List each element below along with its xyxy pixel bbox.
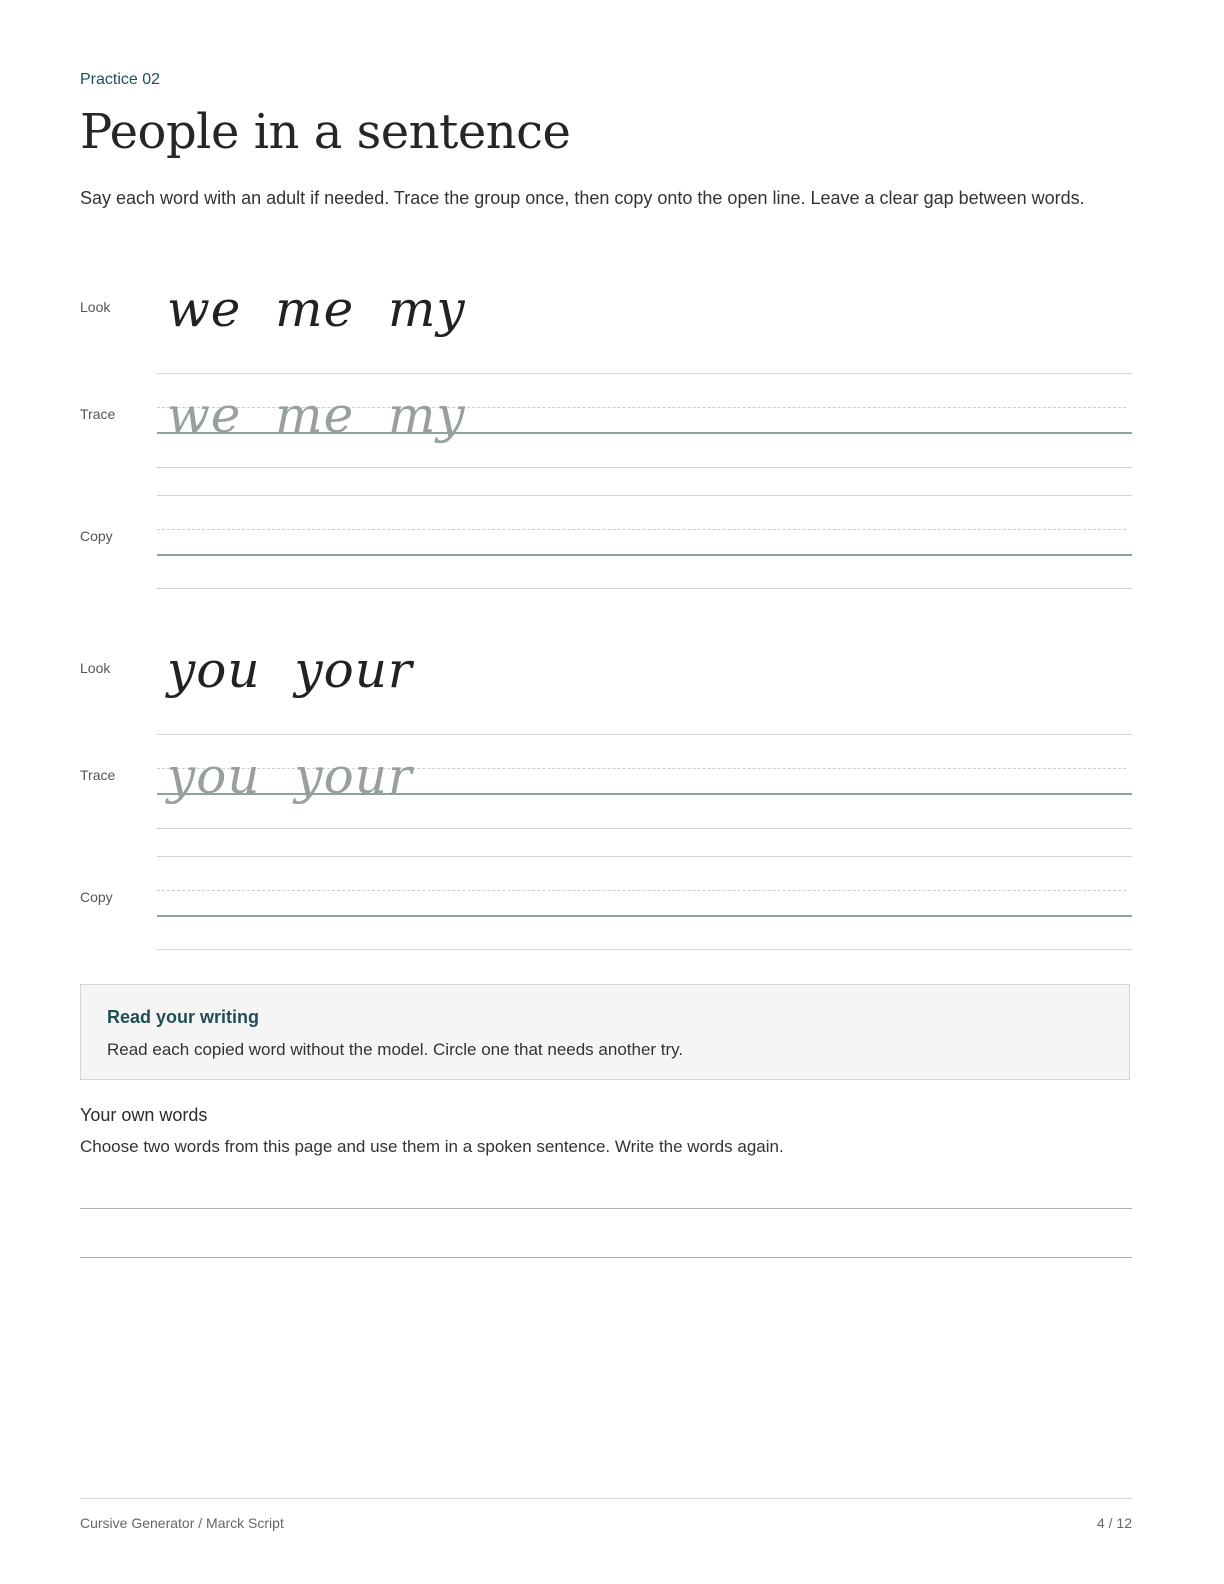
page-number: 4 / 12 <box>1096 1515 1132 1531</box>
footer-source: Cursive Generator / Marck Script <box>80 1515 284 1531</box>
own-words-line-2[interactable] <box>80 1257 1132 1258</box>
worksheet-page <box>80 0 1132 1584</box>
look-label: Look <box>80 299 111 315</box>
practice-group-1 <box>80 280 1132 600</box>
model-words: we me my <box>167 280 466 338</box>
copy-descender-line <box>157 949 1132 950</box>
copy-label: Copy <box>80 889 113 905</box>
trace-descender-line <box>157 828 1132 829</box>
trace-label: Trace <box>80 767 116 783</box>
model-words: you your <box>167 641 413 699</box>
trace-descender-line <box>157 467 1132 468</box>
own-words-line-1[interactable] <box>80 1208 1132 1209</box>
practice-number: Practice 02 <box>80 71 161 88</box>
copy-baseline <box>157 554 1132 556</box>
page-title: People in a sentence <box>80 104 571 160</box>
copy-top-line <box>157 856 1132 857</box>
callout-body: Read each copied word without the model. Circle one that needs another try. <box>107 1040 684 1059</box>
copy-midline <box>157 890 1126 891</box>
look-baseline <box>157 734 1132 735</box>
trace-words: we me my <box>167 386 466 444</box>
instructions: Say each word with an adult if needed. Trace the group once, then copy onto the open line. Leave a clear gap between words. <box>80 188 1085 208</box>
look-label: Look <box>80 660 111 676</box>
copy-label: Copy <box>80 528 113 544</box>
copy-baseline <box>157 915 1132 917</box>
practice-group-2 <box>80 641 1132 961</box>
look-baseline <box>157 373 1132 374</box>
copy-descender-line <box>157 588 1132 589</box>
trace-words: you your <box>167 747 413 805</box>
copy-top-line <box>157 495 1132 496</box>
own-words-instructions: Choose two words from this page and use them in a spoken sentence. Write the words again. <box>80 1137 784 1156</box>
copy-midline <box>157 529 1126 530</box>
callout-title: Read your writing <box>107 1007 260 1027</box>
own-words-title: Your own words <box>80 1105 208 1125</box>
footer-divider <box>80 1498 1132 1499</box>
read-your-writing-callout <box>80 984 1130 1080</box>
trace-label: Trace <box>80 406 116 422</box>
